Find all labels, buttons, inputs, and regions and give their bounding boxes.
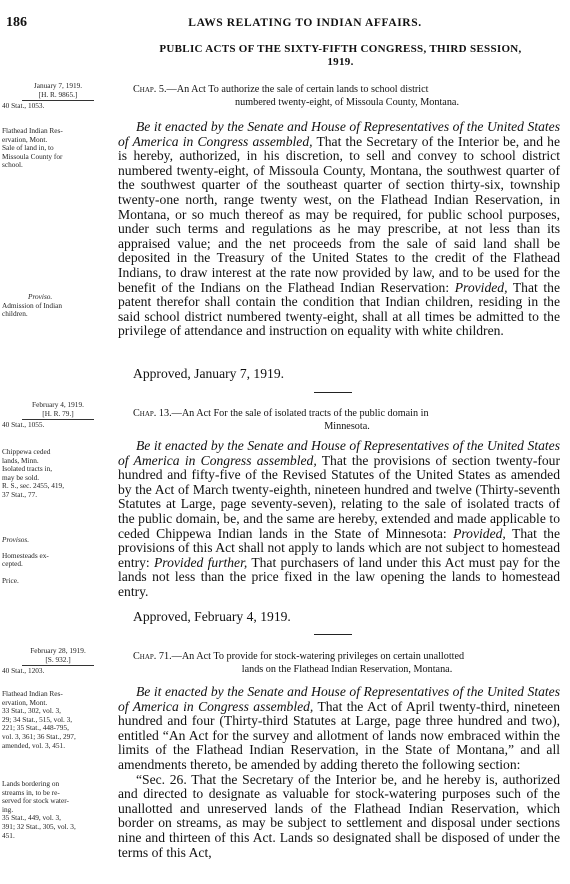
act3-bill: [S. 932.]: [45, 654, 71, 664]
act2-chapter-title-2: Minnesota.: [324, 420, 370, 432]
act2-stat: 40 Stat., 1055.: [2, 420, 45, 430]
running-head: LAWS RELATING TO INDIAN AFFAIRS.: [188, 17, 422, 29]
section-title: [118, 43, 563, 69]
act3-section-26: “Sec. 26. That the Secretary of the Interior be, and he hereby is, authorized and directed to designate as valuable for stock-watering purposes such of the unallotted and unreserved lands of the Flathead Indian Reservation, which border on streams, as may be subject to settlement and disposal under sections nine and thirteen of this Act. Lands so designated shall be disposed of under the terms of this Act,: [118, 771, 560, 860]
act3-body: [118, 685, 560, 860]
margin-note-line: children.: [2, 309, 28, 319]
act1-margin-proviso: [2, 293, 114, 319]
section-title-line-2: 1919.: [327, 56, 354, 68]
margin-note-line: 29; 34 Stat., 515, vol. 3,: [2, 714, 73, 724]
margin-note-line: 33 Stat., 302, vol. 3,: [2, 706, 61, 716]
act1-margin-note: [2, 127, 114, 170]
act2-chapter-title-1: —An Act For the sale of isolated tracts of the public domain in: [171, 408, 429, 419]
act3-chapter-label: Chap. 71.: [133, 651, 172, 662]
act1-chapter-title-1: —An Act To authorize the sale of certain lands to school district: [166, 84, 429, 95]
margin-note-line: vol. 3, 361; 36 Stat., 297,: [2, 731, 76, 741]
act2-body: [118, 439, 560, 600]
act1-provided: Provided,: [454, 279, 508, 295]
margin-note-line: Sale of land in, to: [2, 143, 54, 153]
margin-note-line: 37 Stat., 77.: [2, 489, 38, 499]
margin-note-line: Lands bordering on: [2, 779, 60, 788]
separator-rule: [314, 634, 352, 635]
act1-body: [118, 120, 560, 339]
margin-note-line: R. S., sec. 2455, 419,: [2, 481, 65, 491]
act3-chapter-heading: [133, 651, 561, 676]
margin-note-line: 221; 35 Stat., 448-795,: [2, 723, 69, 733]
act3-margin-note: [2, 690, 114, 750]
act1-approved: Approved, January 7, 1919.: [133, 366, 285, 381]
act2-provided-further: Provided further,: [154, 554, 248, 570]
section-title-line-1: PUBLIC ACTS OF THE SIXTY-FIFTH CONGRESS, THIRD SESSION,: [159, 43, 522, 55]
act2-chapter-heading: [133, 408, 561, 433]
margin-proviso-title: Proviso.: [28, 292, 53, 301]
margin-note-line: Flathead Indian Res-: [2, 689, 63, 698]
margin-note-line: 451.: [2, 830, 15, 840]
act3-text-a: That the Act of April twenty-third, nineteen hundred and four (Thirty-third Statutes at Large, page three hundred and two), entitled “An Act for the survey and allotment of lands now embraced within the limits of the Flathead Indian Reservation, in the State of Montana,” and all amendments thereto, be amended by adding thereto the following section:: [118, 698, 560, 772]
act2-bill: [H. R. 79.]: [42, 408, 74, 418]
act2-margin-note: [2, 448, 114, 500]
margin-note-line: Flathead Indian Res-: [2, 126, 63, 135]
act3-date: February 28, 1919.: [30, 646, 86, 655]
act3-stat: 40 Stat., 1203.: [2, 666, 45, 676]
act2-provided: Provided,: [453, 525, 506, 541]
margin-note-line: Isolated tracts in,: [2, 464, 53, 474]
margin-note-line: Admission of Indian: [2, 300, 62, 310]
margin-note-line: ing.: [2, 804, 14, 814]
margin-note-line: ervation, Mont.: [2, 134, 48, 144]
margin-note-line: 35 Stat., 449, vol. 3,: [2, 813, 61, 823]
act2-margin-price: [2, 577, 114, 586]
act3-chapter-title-1: —An Act To provide for stock-watering privileges on certain unallotted: [171, 651, 465, 662]
act3-margin-note-2: [2, 780, 114, 840]
margin-note-line: 391; 32 Stat., 305, vol. 3,: [2, 821, 76, 831]
margin-note-line: Homesteads ex-: [2, 550, 49, 560]
margin-note-line: school.: [2, 160, 23, 170]
act2-text-b: That the provisions of this Act shall not apply to lands which are not subject to homestead entry:: [118, 525, 560, 570]
act2-date: February 4, 1919.: [32, 400, 84, 409]
act1-margin-citation: [2, 82, 114, 111]
act1-text-a: That the Secretary of the Interior be, and he is hereby, authorized, in his discretion, to sell and convey to school district numbered twenty-eight, of Missoula County, Montana, the southwest quarter of the southwest quarter of the southeast quarter of section thirty-six, township twenty-one north, range twenty west, on the Flathead Indian Reservation, in Montana, or so much thereof as may be required, for public school purposes, under such terms and regulations as he may prescribe, at not less than its appraised value; and the net proceeds from the sale of said land shall be deposited in the Treasury of the United States to the credit of the Flathead Indians, to draw interest at the rate now provided by law, and to be used for the benefit of the Indians on the Flathead Indian Reservation:: [118, 133, 560, 295]
margin-note-line: amended, vol. 3, 451.: [2, 740, 66, 750]
act1-text-b: That the patent therefor shall contain the condition that Indian children, residing in the said school district numbered twenty-eight, shall at all times be admitted to the privilege of attendance and instruction on equality with white children.: [118, 279, 561, 339]
margin-note-line: Missoula County for: [2, 151, 63, 161]
act1-date: January 7, 1919.: [33, 81, 83, 90]
margin-note-line: ervation, Mont.: [2, 697, 48, 707]
act2-margin-citation: [2, 401, 114, 430]
act1-chapter-title-2: numbered twenty-eight, of Missoula County, Montana.: [235, 96, 459, 108]
act2-approved: Approved, February 4, 1919.: [133, 609, 291, 624]
margin-note-line: may be sold.: [2, 472, 40, 482]
page-number: 186: [6, 15, 27, 30]
margin-note-line: lands, Minn.: [2, 455, 39, 465]
margin-provisos-title: Provisos.: [2, 535, 30, 544]
act2-margin-provisos: [2, 536, 114, 569]
margin-note-line: streams in, to be re-: [2, 787, 60, 797]
act2-text-a: That the provisions of section twenty-four hundred and fifty-five of the Revised Statutes of the United States as amended by the Act of March twenty-eighth, nineteen hundred and twelve (Thirty-seventh Statutes at Large, page seventy-seven), relating to the sale of isolated tracts of the public domain, be, and the same are hereby, extended and made applicable to ceded Chippewa Indian lands in the State of Minnesota:: [118, 452, 560, 541]
act3-chapter-title-2: lands on the Flathead Indian Reservation, Montana.: [241, 663, 453, 675]
act2-text-c: That purchasers of land under this Act must pay for the lands not less than the price fixed in the law opening the lands to homestead entry.: [118, 554, 560, 599]
margin-note-line: Price.: [2, 576, 19, 585]
act3-margin-citation: [2, 647, 114, 676]
act1-chapter-heading: [133, 84, 561, 109]
act1-chapter-label: Chap. 5.: [133, 84, 167, 95]
margin-note-line: cepted.: [2, 559, 23, 569]
margin-note-line: served for stock water-: [2, 796, 69, 806]
act2-chapter-label: Chap. 13.: [133, 408, 172, 419]
margin-note-line: Chippewa ceded: [2, 447, 51, 456]
act1-bill: [H. R. 9865.]: [38, 89, 78, 99]
act1-stat: 40 Stat., 1053.: [2, 101, 45, 111]
act3-enacting-clause: Be it enacted by the Senate and House of Representatives of the United States of America in Congress assembled,: [118, 684, 560, 714]
separator-rule: [314, 392, 352, 393]
act1-enacting-clause: Be it enacted by the Senate and House of Representatives of the United States of America in Congress assembled,: [118, 119, 560, 149]
act2-enacting-clause: Be it enacted by the Senate and House of Representatives of the United States of America in Congress assembled,: [118, 438, 560, 468]
